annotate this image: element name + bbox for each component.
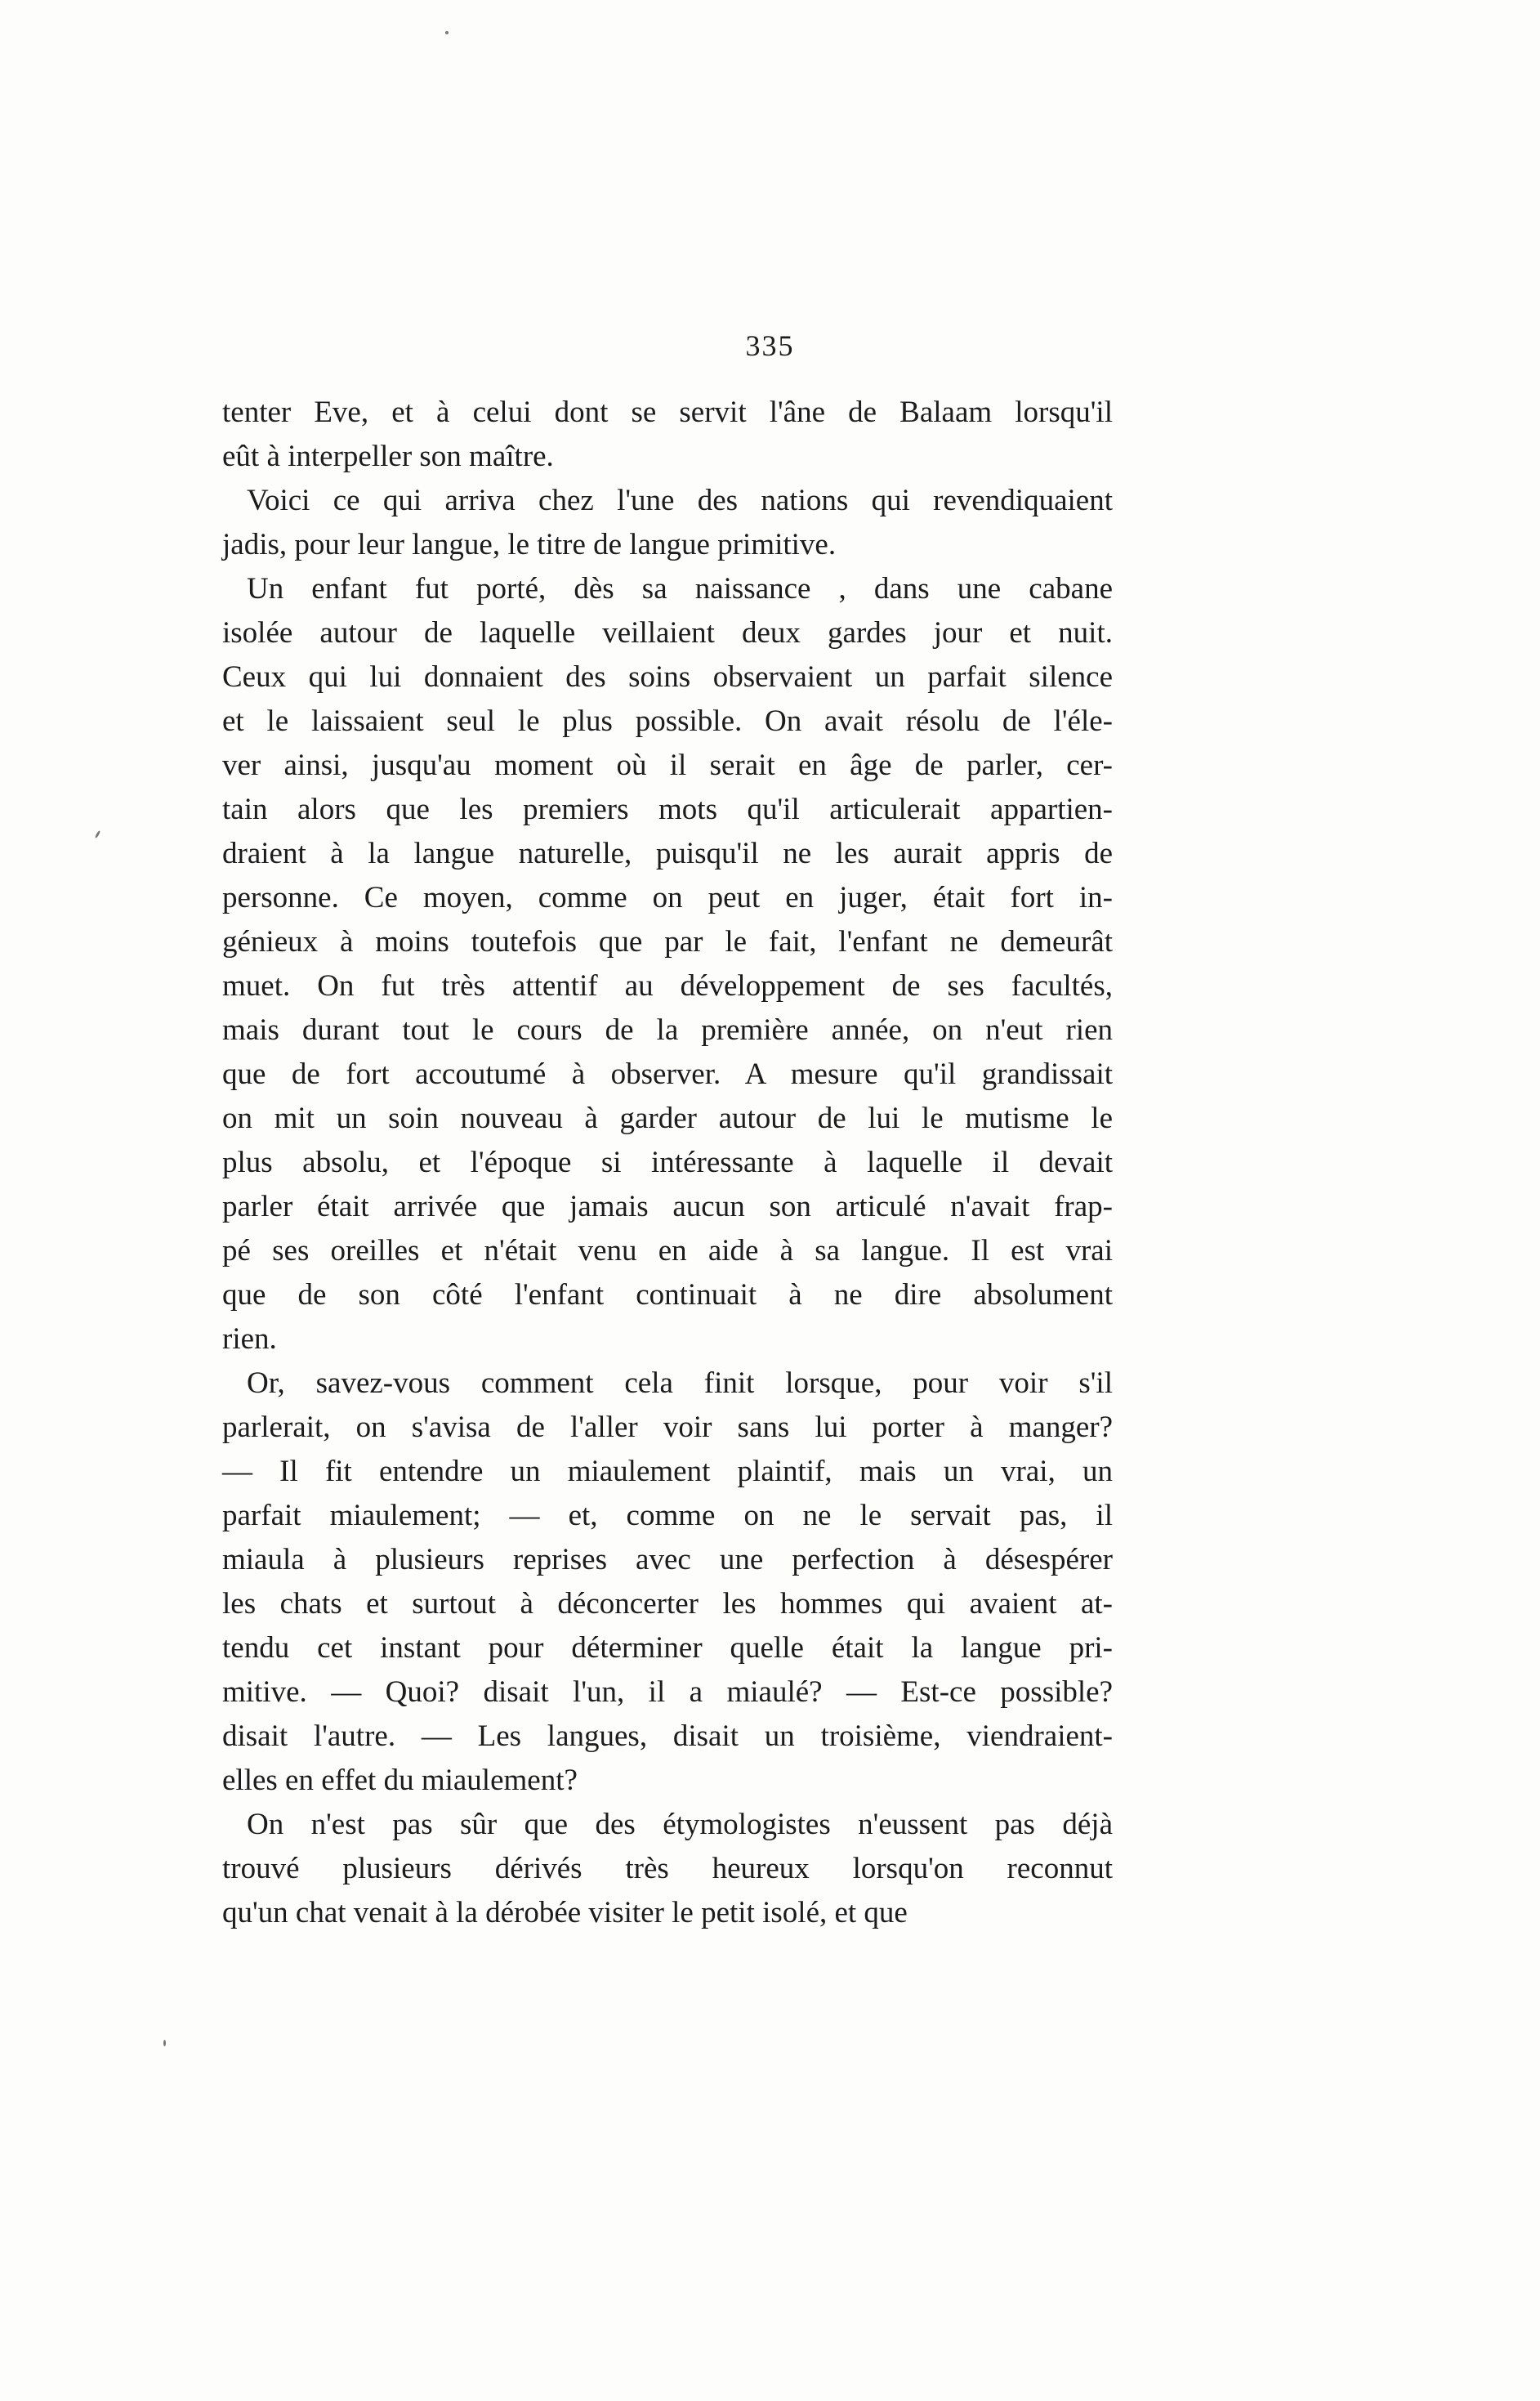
paper-speck (445, 31, 449, 34)
text-line: les chats et surtout à déconcerter les hommes qui avaient at- (222, 1587, 1113, 1621)
text-line: Voici ce qui arriva chez l'une des nations qui revendiquaient (247, 484, 1113, 517)
text-line: mais durant tout le cours de la première année, on n'eut rien (222, 1013, 1113, 1047)
text-line: Ceux qui lui donnaient des soins observaient un parfait silence (222, 660, 1113, 694)
text-line: et le laissaient seul le plus possible. On avait résolu de l'éle- (222, 704, 1113, 738)
text-line: parfait miaulement; — et, comme on ne le servait pas, il (222, 1499, 1113, 1532)
paragraph (222, 479, 1113, 567)
text-line: elles en effet du miaulement? (222, 1764, 578, 1797)
text-line: ver ainsi, jusqu'au moment où il serait en âge de parler, cer- (222, 749, 1113, 782)
text-line: trouvé plusieurs dérivés très heureux lorsqu'on reconnut (222, 1852, 1113, 1885)
text-line: parler était arrivée que jamais aucun son articulé n'avait frap- (222, 1190, 1113, 1223)
text-line: mitive. — Quoi? disait l'un, il a miaulé? — Est-ce possible? (222, 1675, 1113, 1709)
body-text (222, 391, 1113, 1935)
text-line: tain alors que les premiers mots qu'il articulerait appartien- (222, 793, 1113, 826)
paper-speck (95, 830, 101, 838)
text-line: jadis, pour leur langue, le titre de langue primitive. (222, 528, 837, 561)
text-line: Or, savez-vous comment cela finit lorsque, pour voir s'il (247, 1366, 1113, 1400)
text-line: plus absolu, et l'époque si intéressante à laquelle il devait (222, 1146, 1113, 1179)
text-line: draient à la langue naturelle, puisqu'il ne les aurait appris de (222, 837, 1113, 870)
text-line: eût à interpeller son maître. (222, 440, 554, 473)
text-line: on mit un soin nouveau à garder autour de lui le mutisme le (222, 1102, 1113, 1135)
text-line: pé ses oreilles et n'était venu en aide à sa langue. Il est vrai (222, 1234, 1113, 1268)
text-line: personne. Ce moyen, comme on peut en juger, était fort in- (222, 881, 1113, 914)
paragraph (222, 1361, 1113, 1803)
text-line: rien. (222, 1322, 277, 1356)
text-line: qu'un chat venait à la dérobée visiter le petit isolé, et que (222, 1896, 908, 1929)
text-line: tenter Eve, et à celui dont se servit l'âne de Balaam lorsqu'il (222, 396, 1113, 429)
text-line: — Il fit entendre un miaulement plaintif, mais un vrai, un (222, 1455, 1113, 1488)
text-line: muet. On fut très attentif au développement de ses facultés, (222, 969, 1113, 1003)
paper-speck (163, 2040, 166, 2046)
text-line: génieux à moins toutefois que par le fait, l'enfant ne demeurât (222, 925, 1113, 959)
text-line: que de fort accoutumé à observer. A mesure qu'il grandissait (222, 1057, 1113, 1091)
paragraph (222, 1803, 1113, 1935)
text-line: miaula à plusieurs reprises avec une perfection à désespérer (222, 1543, 1113, 1576)
text-line: parlerait, on s'avisa de l'aller voir sans lui porter à manger? (222, 1411, 1113, 1444)
text-line: disait l'autre. — Les langues, disait un troisième, viendraient- (222, 1719, 1113, 1753)
paragraph (222, 391, 1113, 479)
page-number: 335 (745, 329, 795, 362)
text-line: isolée autour de laquelle veillaient deux gardes jour et nuit. (222, 616, 1113, 650)
text-line: tendu cet instant pour déterminer quelle était la langue pri- (222, 1631, 1113, 1665)
text-line: que de son côté l'enfant continuait à ne dire absolument (222, 1278, 1113, 1312)
text-line: Un enfant fut porté, dès sa naissance , dans une cabane (247, 572, 1113, 606)
paragraph (222, 567, 1113, 1361)
text-line: On n'est pas sûr que des étymologistes n'eussent pas déjà (247, 1808, 1113, 1841)
